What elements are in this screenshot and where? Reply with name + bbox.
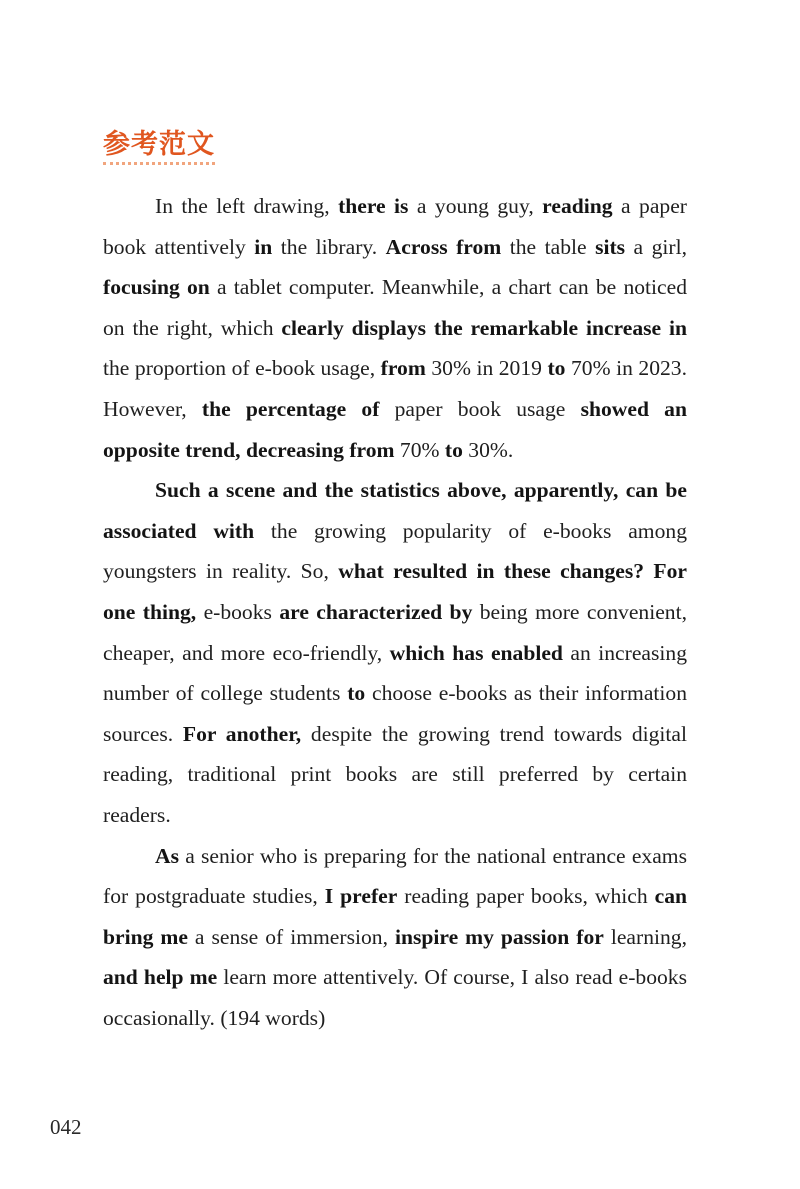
bold-phrase: As	[155, 843, 179, 868]
bold-phrase: in	[254, 234, 273, 259]
bold-phrase: Such a scene and the statistics above, apparently, can be associated with	[103, 478, 687, 543]
text-run: a paper book attentively	[103, 194, 687, 259]
text-run: e-books	[196, 599, 280, 624]
text-run: the library.	[272, 234, 386, 259]
essay-body	[103, 186, 687, 1038]
bold-phrase: and help me	[103, 965, 218, 990]
text-run: an increasing number of college students	[103, 640, 687, 706]
bold-phrase: to	[547, 356, 566, 381]
text-run: 30%.	[462, 437, 514, 462]
text-run: a tablet computer. Meanwhile, a chart can be noticed on the right, which	[103, 275, 687, 340]
paragraph-1	[103, 186, 687, 470]
text-run: the table	[501, 234, 596, 259]
text-run: 30% in 2019	[425, 356, 548, 381]
bold-phrase: from	[380, 356, 426, 381]
text-run: reading paper books, which	[397, 884, 655, 909]
bold-phrase: are characterized by	[279, 599, 473, 624]
bold-phrase: focusing on	[103, 275, 210, 300]
text-run: learn more attentively. Of course, I also read e-books occasionally. (194 words)	[103, 965, 687, 1030]
text-run: choose e-books as their information sources.	[103, 681, 688, 746]
bold-phrase: which has enabled	[389, 640, 563, 665]
bold-phrase: there is	[338, 194, 409, 218]
text-run: the growing popularity of e-books among youngsters in reality. So,	[103, 518, 687, 584]
text-run: a girl,	[625, 234, 687, 259]
text-run: despite the growing trend towards digital reading, traditional print books are still preferred by certain readers.	[103, 721, 688, 827]
page-number: 042	[50, 1115, 82, 1139]
bold-phrase: I prefer	[324, 884, 398, 909]
section-heading: 参考范文	[103, 128, 215, 165]
bold-phrase: to	[347, 681, 366, 706]
text-run: In the left drawing,	[155, 194, 339, 218]
text-run: a senior who is preparing for the national entrance exams for postgraduate studies,	[103, 843, 687, 909]
bold-phrase: For another,	[182, 721, 302, 746]
text-run: being more convenient, cheaper, and more eco-friendly,	[103, 599, 687, 665]
text-run: paper book usage	[379, 396, 581, 421]
text-run: the proportion of e-book usage,	[103, 356, 381, 381]
paragraph-3	[103, 836, 687, 1039]
bold-phrase: inspire my passion for	[394, 924, 604, 949]
paragraph-2	[103, 470, 687, 835]
bold-phrase: to	[444, 437, 463, 462]
text-run: 70%	[394, 437, 445, 462]
text-run: a young guy,	[408, 194, 543, 218]
text-run: learning,	[603, 924, 688, 949]
text-run: 70% in 2023. However,	[103, 356, 687, 421]
text-run: a sense of immersion,	[187, 924, 395, 949]
bold-phrase: Across from	[385, 234, 502, 259]
bold-phrase: showed an opposite trend, decreasing from	[103, 396, 687, 462]
bold-phrase: clearly displays the remarkable increase in	[281, 315, 687, 340]
bold-phrase: sits	[595, 234, 626, 259]
bold-phrase: the percentage of	[201, 396, 380, 421]
bold-phrase: can bring me	[103, 884, 687, 949]
bold-phrase: what resulted in these changes? For one thing,	[103, 559, 687, 624]
bold-phrase: reading	[542, 194, 613, 218]
